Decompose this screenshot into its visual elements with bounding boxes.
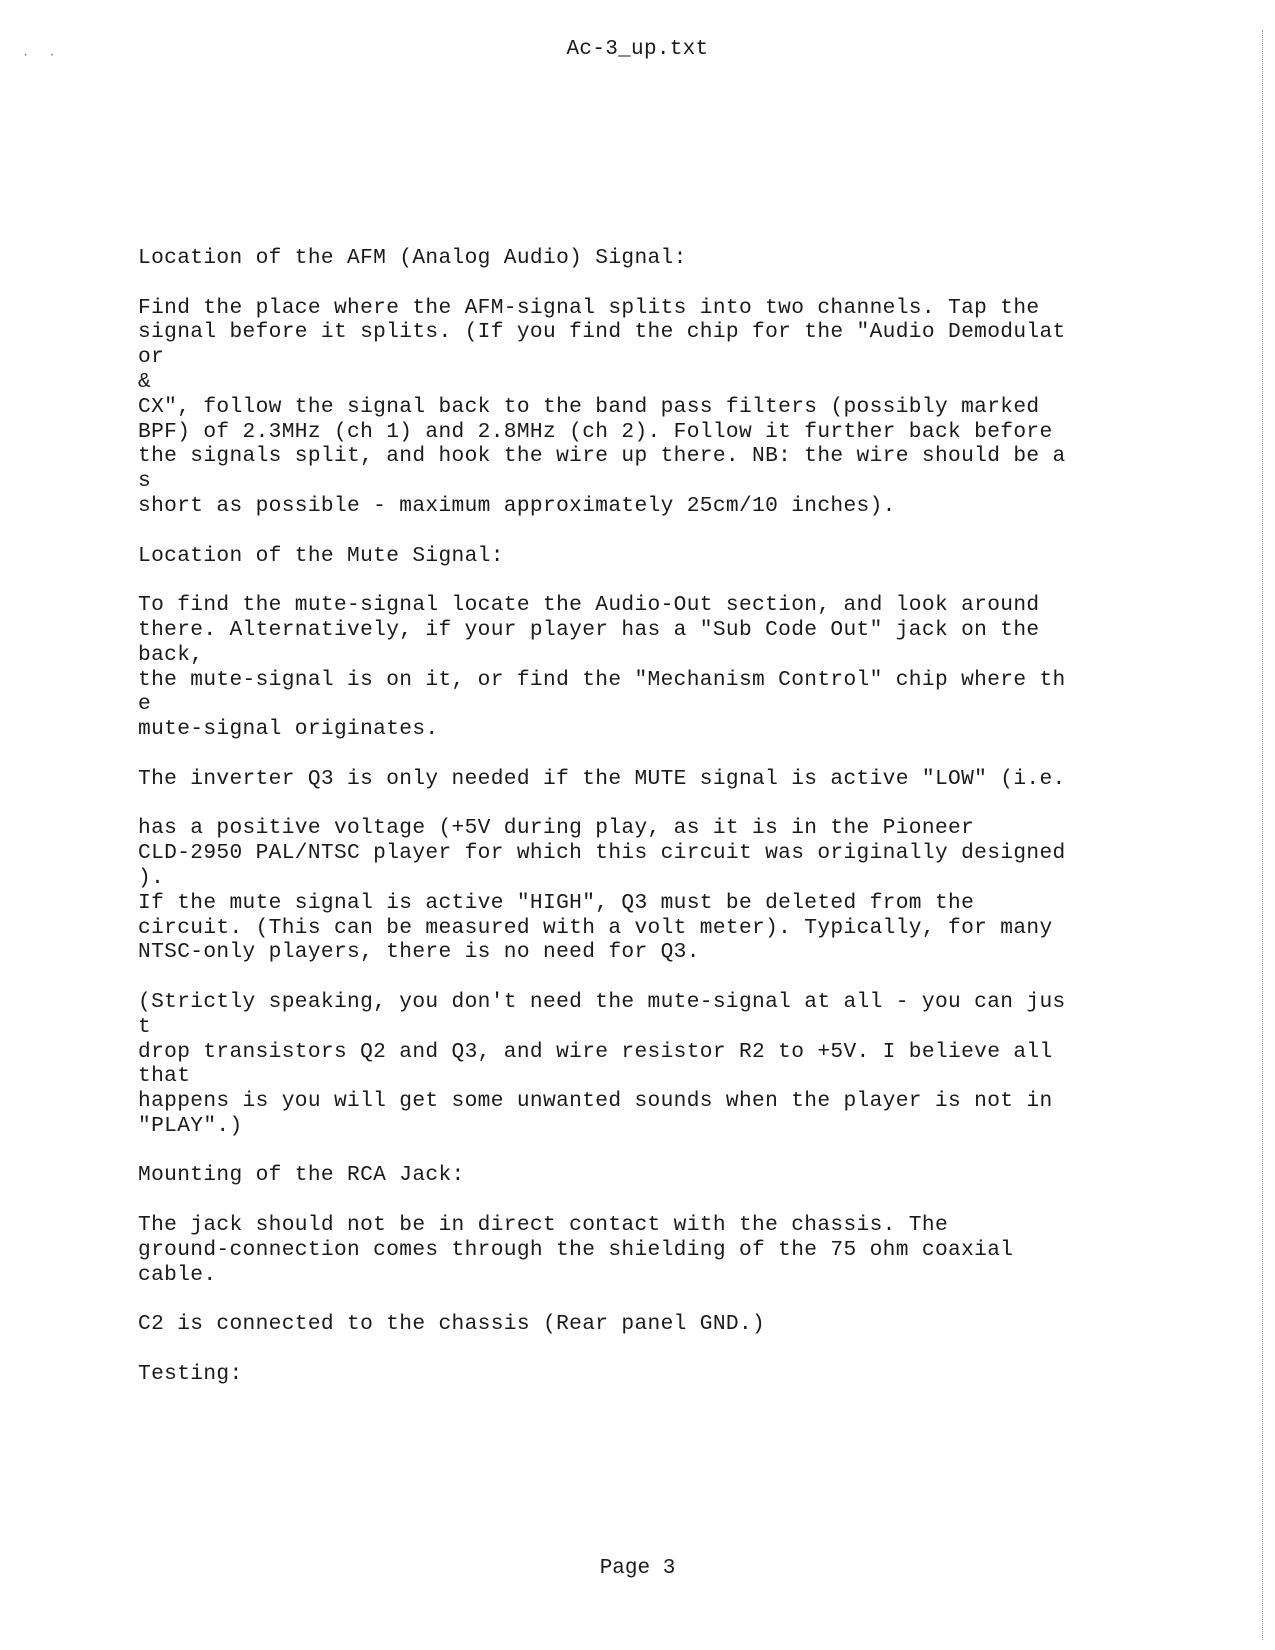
text-line: (Strictly speaking, you don't need the mute-signal at all - you can jus (138, 989, 1066, 1014)
text-line: e (138, 692, 152, 717)
text-line: back, (138, 642, 204, 667)
text-line: there. Alternatively, if your player has a "Sub Code Out" jack on the (138, 617, 1040, 642)
text-line: If the mute signal is active "HIGH", Q3 must be deleted from the (138, 890, 975, 915)
blank-line (138, 965, 1148, 990)
text-line: Mounting of the RCA Jack: (138, 1163, 465, 1188)
text-line: mute-signal originates. (138, 717, 439, 742)
blank-line (138, 742, 1148, 767)
page-footer-number: Page 3 (599, 1557, 676, 1580)
text-line: Location of the Mute Signal: (138, 543, 504, 568)
text-line: The inverter Q3 is only needed if the MUTE signal is active "LOW" (i.e. (138, 766, 1066, 791)
page-header-filename: Ac-3_up.txt (566, 38, 709, 61)
blank-line (138, 1188, 1148, 1213)
text-line: The jack should not be in direct contact with the chassis. The (138, 1213, 949, 1238)
text-line: short as possible - maximum approximately 25cm/10 inches). (138, 493, 896, 518)
text-line: t (138, 1014, 152, 1039)
text-line: Location of the AFM (Analog Audio) Signal: (138, 246, 687, 270)
text-line: the mute-signal is on it, or find the "Mechanism Control" chip where th (138, 667, 1066, 692)
text-line: NTSC-only players, there is no need for Q3. (138, 940, 700, 965)
blank-line (138, 271, 1148, 296)
blank-line (138, 1287, 1148, 1312)
text-line: Find the place where the AFM-signal splits into two channels. Tap the (138, 295, 1040, 320)
document-body (138, 246, 1148, 1387)
text-line: circuit. (This can be measured with a volt meter). Typically, for many (138, 915, 1053, 940)
blank-line (138, 1139, 1148, 1164)
text-line: that (138, 1064, 191, 1089)
text-line: ground-connection comes through the shielding of the 75 ohm coaxial (138, 1237, 1014, 1262)
text-line: CLD-2950 PAL/NTSC player for which this circuit was originally designed (138, 841, 1066, 866)
text-line: drop transistors Q2 and Q3, and wire resistor R2 to +5V. I believe all (138, 1039, 1053, 1064)
text-line: To find the mute-signal locate the Audio-Out section, and look around (138, 593, 1040, 618)
text-line: signal before it splits. (If you find the chip for the "Audio Demodulat (138, 320, 1066, 345)
blank-line (138, 1337, 1148, 1362)
blank-line (138, 519, 1148, 544)
blank-line (138, 792, 1148, 817)
text-line: CX", follow the signal back to the band pass filters (possibly marked (138, 394, 1040, 419)
scan-specks: · · (22, 48, 62, 62)
text-line: "PLAY".) (138, 1113, 243, 1138)
text-line: has a positive voltage (+5V during play, as it is in the Pioneer (138, 816, 975, 841)
text-line: Testing: (138, 1361, 243, 1386)
text-line: or (138, 345, 165, 370)
text-line: BPF) of 2.3MHz (ch 1) and 2.8MHz (ch 2). Follow it further back before (138, 419, 1053, 444)
text-line: s (138, 469, 152, 494)
text-line: the signals split, and hook the wire up there. NB: the wire should be a (138, 444, 1066, 469)
text-line: C2 is connected to the chassis (Rear panel GND.) (138, 1312, 766, 1337)
text-line: ). (138, 865, 165, 890)
text-line: cable. (138, 1262, 217, 1287)
scan-edge-line (1261, 30, 1263, 1640)
text-line: happens is you will get some unwanted sounds when the player is not in (138, 1089, 1053, 1114)
text-line: & (138, 369, 152, 394)
blank-line (138, 568, 1148, 593)
